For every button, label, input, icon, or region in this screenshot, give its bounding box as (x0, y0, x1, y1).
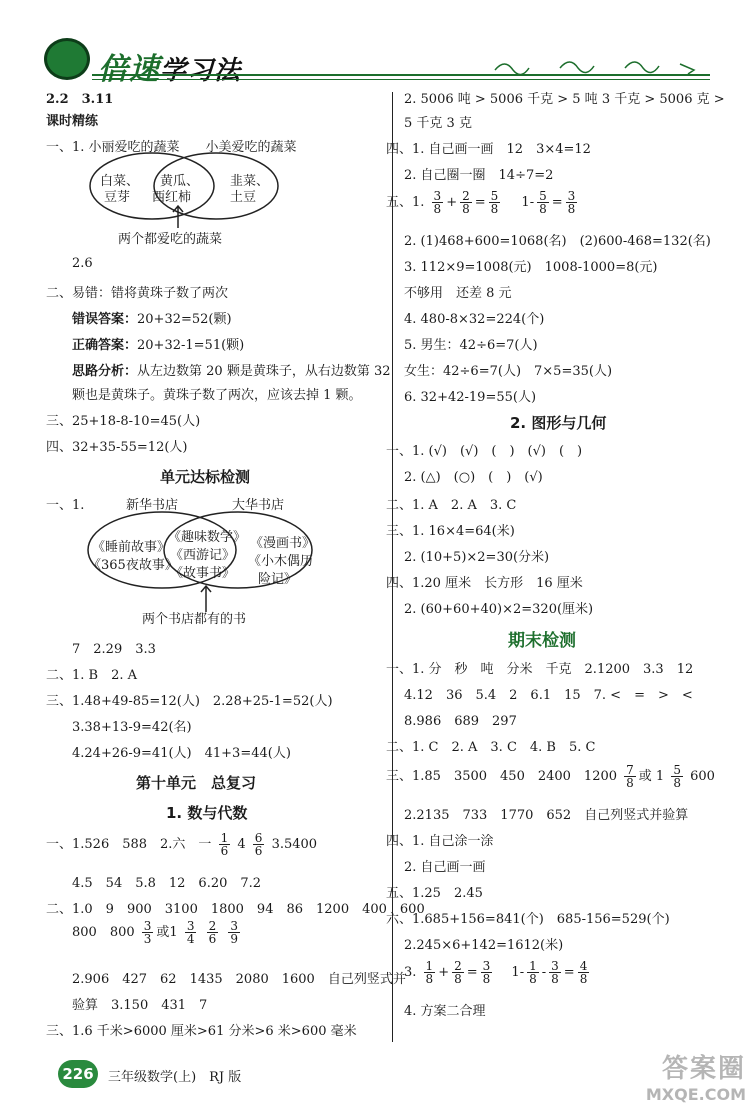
subsection-heading: 1. 数与代数 (166, 804, 248, 822)
answer-line: 2. 自己圈一圈 14÷7=2 (404, 168, 554, 183)
fraction: $\frac{5}{8}$ (490, 189, 499, 216)
answer-line: 三、1.48+49-85=12(人) 2.28+25-1=52(人) (46, 694, 333, 709)
page-footer (40, 1058, 740, 1098)
fraction: $\frac{3}{8}$ (433, 189, 442, 216)
venn-right-text: 韭菜、 (230, 174, 270, 189)
answer-line: 4.24+26-9=41(人) 41+3=44(人) (72, 746, 291, 761)
answer-line: 正确答案：20+32-1=51(颗) (72, 338, 245, 353)
fraction: $\frac{1}{8}$ (425, 959, 434, 986)
arrow-up-icon (172, 204, 184, 228)
venn-left-text: 《365夜故事》 (88, 558, 178, 573)
venn-right-text: 《漫画书》 (250, 536, 316, 551)
answer-line: 一、1. (√) (√) ( ) (√) ( ) (386, 444, 583, 459)
answer-line: 2.906 427 62 1435 2080 1600 自己列竖式并 (72, 972, 406, 987)
answer-line: 2. (△) (○) ( ) (√) (404, 470, 543, 485)
header-rule-thin (92, 79, 710, 80)
brand-title: 倍速学习法 (98, 52, 242, 87)
answer-line: 2.2 3.11 (46, 92, 114, 107)
answer-line: 一、1. 分 秒 吨 分米 千克 2.1200 3.3 12 (386, 662, 694, 677)
answer-line: 四、1. 自己涂一涂 (386, 834, 494, 849)
section-title: 课时精练 (46, 114, 99, 129)
book-title: 三年级数学(上) RJ 版 (108, 1070, 242, 1085)
fraction: $\frac{1}{8}$ (529, 959, 537, 986)
unit-heading: 第十单元 总复习 (136, 774, 257, 792)
fraction: $\frac{4}{8}$ (579, 959, 588, 986)
answer-line: 6. 32+42-19=55(人) (404, 390, 537, 405)
answer-line: 4.12 36 5.4 2 6.1 15 7. < = > < (404, 688, 693, 703)
decorative-swirl-icon (490, 56, 705, 78)
book-logo-icon (44, 38, 90, 80)
answer-line: 3. 112×9=1008(元) 1008-1000=8(元) (404, 260, 658, 275)
answer-line: 2. 自己画一画 (404, 860, 486, 875)
venn-left-text: 白菜、 (100, 174, 140, 189)
venn-caption: 两个书店都有的书 (142, 612, 247, 627)
answer-line: 一、1. (46, 498, 85, 513)
fraction: $\frac{6}{6}$ (254, 831, 263, 858)
answer-line: 二、1.0 9 900 3100 1800 94 86 1200 400 600 (46, 902, 425, 917)
section-heading: 单元达标检测 (160, 468, 251, 486)
fraction: $\frac{7}{8}$ (626, 763, 634, 790)
answer-line: 五、1.25 2.45 (386, 886, 483, 901)
answer-line: 二、1. B 2. A (46, 668, 138, 683)
answer-line: 2. (60+60+40)×2=320(厘米) (404, 602, 594, 617)
answer-line: 颗也是黄珠子。黄珠子数了两次，应该去掉 1 颗。 (72, 388, 362, 403)
answer-line: 四、1. 自己画一画 12 3×4=12 (386, 142, 591, 157)
venn-label: 新华书店 (126, 498, 179, 513)
answer-line: 3.38+13-9=42(名) (72, 720, 192, 735)
answer-line: 三、1.6 千米>6000 厘米>61 分米>6 米>600 毫米 (46, 1024, 357, 1039)
answer-line: 五、1. $\frac{3}{8}$ + $\frac{2}{8}$ = $\frac{5}{8}$ 1- $\frac{5}{8}$ = $\frac{3}{8}$ (386, 189, 576, 216)
venn-right-text: 《小木偶历 (248, 554, 314, 569)
exam-heading: 期末检测 (508, 631, 576, 651)
venn-middle-text: 西红柿 (152, 190, 192, 205)
answer-line: 女生：42÷6=7(人) 7×5=35(人) (404, 364, 613, 379)
fraction: $\frac{3}{8}$ (567, 189, 576, 216)
answer-line: 3. $\frac{1}{8}$ + $\frac{2}{8}$ = $\frac{3}{8}$ 1- $\frac{1}{8}$ - $\frac{3}{8}$ = $\frac{4}{8}$ (404, 959, 588, 986)
answer-line: 8.986 689 297 (404, 714, 517, 729)
fraction: $\frac{3}{3}$ (143, 919, 152, 946)
watermark-logo: 答案圈 MXQE.COM (645, 1054, 746, 1104)
subsection-heading: 2. 图形与几何 (510, 414, 607, 432)
answer-line: 800 800 $\frac{3}{3}$ 或1 $\frac{3}{4}$ $\frac{2}{6}$ $\frac{3}{9}$ (72, 919, 239, 946)
fraction: $\frac{2}{8}$ (454, 959, 462, 986)
fraction: $\frac{2}{8}$ (462, 189, 470, 216)
fraction: $\frac{5}{8}$ (673, 763, 681, 790)
answer-line: 错误答案：20+32=52(颗) (72, 312, 232, 327)
answer-line: 2. (1)468+600=1068(名) (2)600-468=132(名) (404, 234, 711, 249)
venn-left-text: 《睡前故事》 (92, 540, 171, 555)
venn-middle-text: 《故事书》 (170, 566, 236, 581)
answer-line: 5. 男生：42÷6=7(人) (404, 338, 538, 353)
answer-line: 7 2.29 3.3 (72, 642, 156, 657)
answer-line: 2.2135 733 1770 652 自己列竖式并验算 (404, 808, 689, 823)
fraction: $\frac{5}{8}$ (539, 189, 547, 216)
venn-middle-text: 《趣味数学》 (168, 530, 247, 545)
venn-right-text: 险记》 (258, 572, 298, 587)
answer-line: 2. (10+5)×2=30(分米) (404, 550, 550, 565)
page-number: 226 (58, 1060, 98, 1088)
fraction: $\frac{1}{6}$ (220, 831, 229, 858)
venn-middle-text: 黄瓜、 (160, 174, 200, 189)
venn-label: 大华书店 (232, 498, 285, 513)
fraction: $\frac{3}{4}$ (186, 919, 195, 946)
answer-line: 4. 方案二合理 (404, 1004, 486, 1019)
answer-line: 一、1. 小丽爱吃的蔬菜 小美爱吃的蔬菜 (46, 140, 297, 155)
answer-line: 思路分析：从左边数第 20 颗是黄珠子，从右边数第 32 (72, 364, 391, 379)
venn-left-text: 豆芽 (104, 190, 131, 205)
answer-line: 二、易错：错将黄珠子数了两次 (46, 286, 229, 301)
answer-line: 四、32+35-55=12(人) (46, 440, 188, 455)
fraction: $\frac{3}{8}$ (551, 959, 559, 986)
answer-line: 2.6 (72, 256, 93, 271)
answer-line: 四、1.20 厘米 长方形 16 厘米 (386, 576, 583, 591)
answer-line: 5 千克 3 克 (404, 116, 472, 131)
fraction: $\frac{3}{8}$ (482, 959, 491, 986)
answer-line: 六、1.685+156=841(个) 685-156=529(个) (386, 912, 670, 927)
answer-line: 验算 3.150 431 7 (72, 998, 208, 1013)
answer-line: 三、25+18-8-10=45(人) (46, 414, 201, 429)
answer-line: 4.5 54 5.8 12 6.20 7.2 (72, 876, 262, 891)
answer-line: 三、1.85 3500 450 2400 1200 $\frac{7}{8}$ 或 1 $\frac{5}{8}$ 600 (386, 763, 715, 790)
answer-line: 二、1. C 2. A 3. C 4. B 5. C (386, 740, 596, 755)
answer-line: 4. 480-8×32=224(个) (404, 312, 545, 327)
answer-line: 2. 5006 吨 > 5006 千克 > 5 吨 3 千克 > 5006 克 > (404, 92, 725, 107)
answer-line: 二、1. A 2. A 3. C (386, 498, 517, 513)
answer-line: 不够用 还差 8 元 (404, 286, 512, 301)
venn-right-text: 土豆 (230, 190, 257, 205)
answer-line: 三、1. 16×4=64(米) (386, 524, 515, 539)
fraction: $\frac{3}{9}$ (230, 919, 239, 946)
venn-caption: 两个都爱吃的蔬菜 (118, 232, 223, 247)
answer-line: 一、1.526 588 2.六 一 $\frac{1}{6}$ 4 $\frac{6}{6}$ 3.5400 (46, 831, 318, 858)
fraction: $\frac{2}{6}$ (208, 919, 217, 946)
page-header (0, 0, 750, 86)
answer-line: 2.245×6+142=1612(米) (404, 938, 564, 953)
venn-middle-text: 《西游记》 (170, 548, 236, 563)
